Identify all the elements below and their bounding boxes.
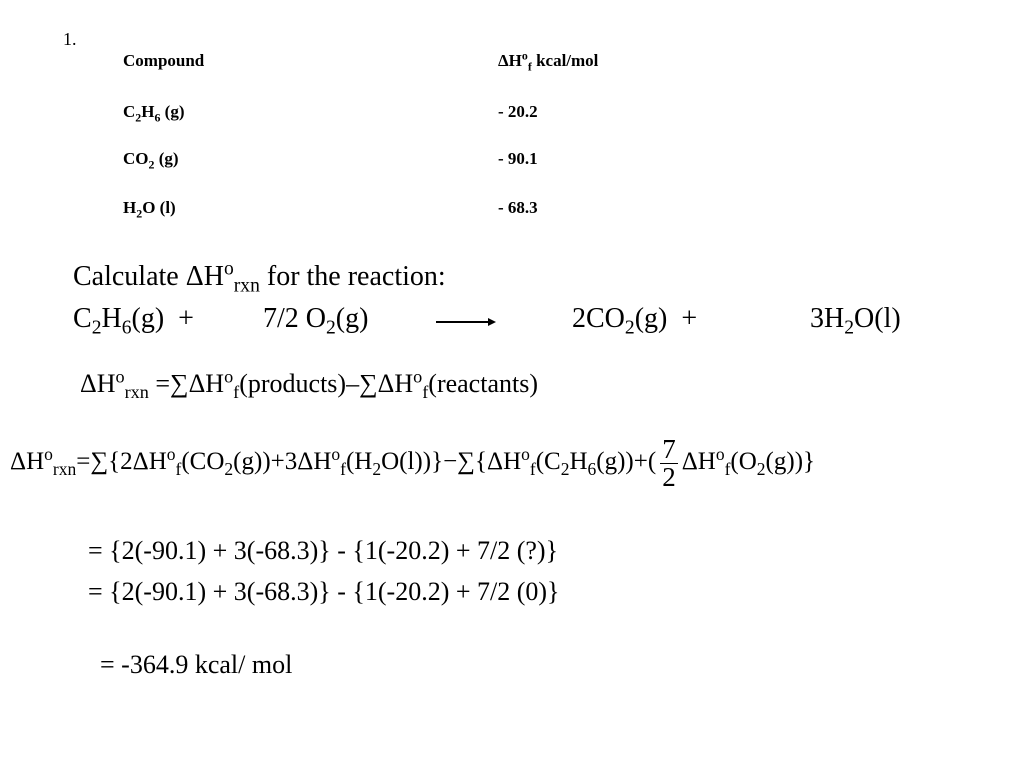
product-water: $3H_2O(l)$ (810, 303, 901, 339)
table-row-compound: $H_2O$ (l) (123, 198, 176, 221)
reactant-ethane: $C_2H_6(g)$ + (73, 303, 194, 339)
problem-number: 1. (63, 29, 77, 49)
table-row-value: - 90.1 (498, 149, 538, 168)
expanded-enthalpy-formula: $\Delta H^o_{rxn}=\sum\{2\Delta H^o_f(CO_2(g))+3\Delta H^o_f(H_2O(l))\}-\sum\{\Delta H^o_f(C_2H_6(g))+$( $\frac{7}{2}$ $\Delta H^o_f(O_2(g))$} (10, 434, 816, 492)
product-co2: $2CO_2(g)$ + (572, 303, 698, 339)
reaction-arrow-icon (436, 315, 496, 329)
reactant-oxygen: 7/2 $O_2(g)$ (263, 303, 369, 339)
final-result: = -364.9 kcal/ mol (100, 650, 293, 679)
table-row-compound: $CO_2$ (g) (123, 149, 179, 172)
table-row-value: - 20.2 (498, 102, 538, 121)
table-header-enthalpy: $\Delta H^o_f$ kcal/mol (498, 48, 599, 74)
general-enthalpy-formula: $\Delta H^o_{rxn}$ $=\sum\Delta H^o_f(products)-\sum\Delta H^o_f(reactants)$ (80, 366, 538, 403)
substitution-line-1: = {2(-90.1) + 3(-68.3)} - {1(-20.2) + 7/2 (?)} (88, 536, 559, 565)
table-row-value: - 68.3 (498, 198, 538, 217)
table-header-compound: Compound (123, 51, 205, 70)
fraction-seven-halves: $\frac{7}{2}$ (662, 434, 676, 492)
substitution-line-2: = {2(-90.1) + 3(-68.3)} - {1(-20.2) + 7/2 (0)} (88, 577, 560, 606)
table-row-compound: $C_2H_6$ (g) (123, 102, 185, 125)
reaction-prompt: Calculate $\Delta H^o_{rxn}$ for the reaction: (73, 258, 446, 297)
